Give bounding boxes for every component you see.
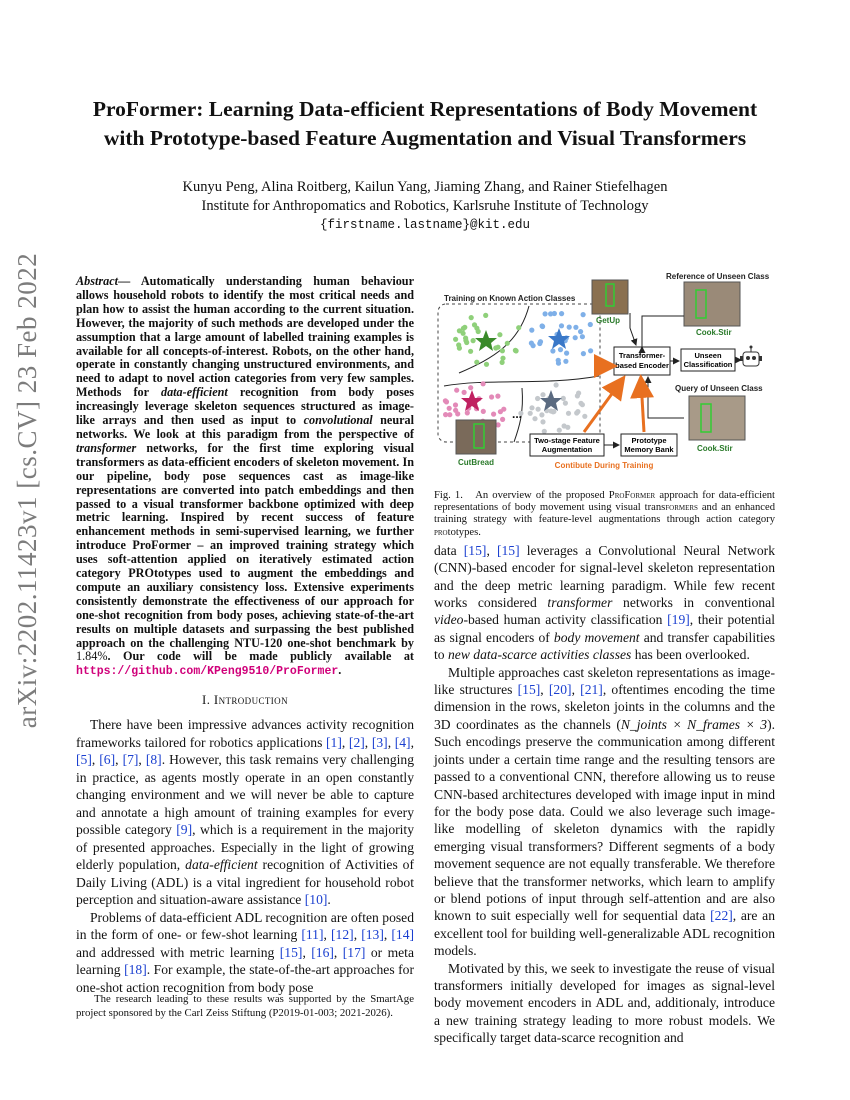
intro-paragraph-2: Problems of data-efficient ADL recognition are often posed in the form of one- or few-shot learning [11], [12], [13], [14] and addressed with metric learning [15], [16], [17] or meta learning [18]. For example, the state-of-the-art approaches for one-shot action recognition from body pose <box>76 909 415 995</box>
right-paragraph-1: data [15], [15] leverages a Convolutional Neural Network (CNN)-based encoder for signal-level skeleton representation and the deep metric learning paradigm. While few recent works considered transformer networks in conventional video-based human activity classification [19], their potential as signal encoders of body movement and transfer capabilities to new data-scarce activities classes has been overlooked. <box>434 542 776 663</box>
right-paragraph-2: Multiple approaches cast skeleton representations as image-like structures [15], [20], [21], oftentimes encoding the time dimension in the rows, skeleton joints in the columns and the 3D coordinates as the channels (N_joints × N_frames × 3). Such encodings preserve the communication among different joints under a certain time range and the resulting tensors are passed to a conventional CNN, therefore allowing us to reuse CNN-based architectures developed with image input in mind for the body pose data. Could we also leverage such image-like modelling of skeleton dynamics with the rapidly emerging visual transformers? Different segments of a body movement sequence are not equally transferable. We therefore believe that the transformer networks, which learn to amplify or blend potions of input through self-attention and are also known to suit especially well for sequential data [22], are an excellent tool for building well-generalizable ADL recognition models. <box>434 664 776 959</box>
citation[interactable]: [6] <box>99 752 116 768</box>
embedding-point <box>481 381 486 386</box>
training-label: Training on Known Action Classes <box>444 294 576 303</box>
contribute-label: Contibute During Training <box>554 461 654 470</box>
embedding-point <box>535 396 540 401</box>
embedding-point <box>493 345 498 350</box>
embedding-point <box>505 341 510 346</box>
embedding-point <box>581 351 586 356</box>
embedding-point <box>540 419 545 424</box>
prototype-star-blue <box>548 328 570 349</box>
embedding-point <box>481 409 486 414</box>
embedding-point <box>565 425 570 430</box>
citation[interactable]: [15] <box>496 542 520 558</box>
embedding-point <box>483 313 488 318</box>
cutbread-image <box>456 420 496 454</box>
embedding-point <box>554 382 559 387</box>
augmentation-label-2: Augmentation <box>541 445 593 454</box>
author-email: {firstname.lastname}@kit.edu <box>319 218 531 232</box>
citation[interactable]: [3] <box>371 734 388 750</box>
embedding-point <box>540 323 545 328</box>
embedding-point <box>500 348 505 353</box>
citation[interactable]: [7] <box>122 752 139 768</box>
encoder-label-1: Transformer- <box>618 351 666 360</box>
ellipsis-label: ... <box>512 407 523 421</box>
memory-bank-label-2: Memory Bank <box>624 445 674 454</box>
author-block <box>60 178 790 235</box>
citation[interactable]: [13] <box>361 927 384 943</box>
citation[interactable]: [14] <box>391 927 415 943</box>
getup-label: GetUp <box>596 316 620 325</box>
citation[interactable]: [8] <box>145 752 162 768</box>
math-expression: N_joints × N_frames × 3 <box>620 716 768 732</box>
citation[interactable]: [19] <box>667 612 690 628</box>
title-line-2: with Prototype-based Feature Augmentation and Visual Transformers <box>103 126 747 150</box>
section-heading: I. Introduction <box>202 693 288 708</box>
classification-label-1: Unseen <box>694 351 722 360</box>
embedding-point <box>457 346 462 351</box>
embedding-point <box>455 411 460 416</box>
embedding-point <box>468 349 473 354</box>
embedding-point <box>472 322 477 327</box>
embedding-point <box>588 322 593 327</box>
code-link[interactable]: https://github.com/KPeng9510/ProFormer <box>76 665 339 679</box>
author-affiliation: Institute for Anthropomatics and Robotics, Karlsruhe Institute of Technology <box>201 198 649 214</box>
embedding-point <box>578 329 583 334</box>
embedding-point <box>536 407 541 412</box>
embedding-point <box>581 312 586 317</box>
embedding-point <box>474 360 479 365</box>
embedding-point <box>468 385 473 390</box>
embedding-point <box>443 398 448 403</box>
right-column-text <box>434 542 775 1047</box>
embedding-point <box>453 337 458 342</box>
embedding-point <box>552 311 557 316</box>
getup-arrow <box>630 313 636 345</box>
embedding-point <box>532 416 537 421</box>
citation[interactable]: [15] <box>279 944 303 960</box>
embedding-point <box>563 359 568 364</box>
augmentation-arrow <box>584 380 622 432</box>
embedding-point <box>529 328 534 333</box>
title-line-1: ProFormer: Learning Data-efficient Representations of Body Movement <box>92 97 758 121</box>
citation[interactable]: [9] <box>176 822 193 838</box>
citation[interactable]: [12] <box>331 927 354 943</box>
citation[interactable]: [21] <box>580 682 603 698</box>
embedding-point <box>564 351 569 356</box>
query-class-label: Cook.Stir <box>697 444 733 453</box>
embedding-point <box>550 348 555 353</box>
citation[interactable]: [4] <box>394 734 411 750</box>
robot-icon <box>740 346 762 367</box>
embedding-point <box>469 315 474 320</box>
intro-paragraph-1: There have been impressive advances activity recognition frameworks tailored for robotics applications [1], [2], [3], [4], [5], [6], [7], [8]. However, this task remains very challenging in practice, as agents mostly operate in an open constantly changing environment and we will never be able to capture and annotate a high amount of training examples for every possible category [9], which is a requirement in the majority of presented approaches. Especially in the light of growing elderly population, data-efficient recognition of Activities of Daily Living (ADL) is a vital ingredient for household robot perception and situation-aware assistance [10]. <box>76 717 415 908</box>
getup-image <box>592 280 628 314</box>
intro-text <box>76 716 414 996</box>
embedding-point <box>462 390 467 395</box>
figure-1 <box>434 268 775 476</box>
paper-title <box>60 95 790 153</box>
embedding-point <box>495 394 500 399</box>
query-label: Query of Unseen Class <box>675 384 763 393</box>
reference-image <box>684 282 740 326</box>
embedding-point <box>580 334 585 339</box>
encoder-label-2: based Encoder <box>615 361 669 370</box>
memory-bank-arrow <box>641 380 644 432</box>
embedding-point <box>538 339 543 344</box>
embedding-point <box>566 411 571 416</box>
embedding-point <box>573 325 578 330</box>
embedding-point <box>462 325 467 330</box>
embedding-point <box>461 331 466 336</box>
embedding-point <box>484 362 489 367</box>
embedding-point <box>497 332 502 337</box>
embedding-point <box>514 348 519 353</box>
right-paragraph-3: Motivated by this, we seek to investigate the reuse of visual transformers initially developed for images as signal-level body movement encoders in ADL and, additionaly, introduce a new training strategy leading to more robust models. We specifically target data-scarce recognition and <box>434 960 775 1046</box>
embedding-point <box>516 325 521 330</box>
query-image <box>689 396 745 440</box>
embedding-point <box>454 388 459 393</box>
citation[interactable]: [10] <box>304 892 328 908</box>
abstract-lead: Abstract <box>76 274 118 288</box>
embedding-point <box>548 408 553 413</box>
embedding-point <box>557 428 562 433</box>
right-column <box>434 268 775 1047</box>
citation[interactable]: [5] <box>76 752 92 768</box>
embedding-point <box>528 411 533 416</box>
memory-bank-label-1: Prototype <box>631 436 667 445</box>
citation[interactable]: [17] <box>342 944 366 960</box>
embedding-point <box>489 394 494 399</box>
embedding-point <box>540 392 545 397</box>
footnote: The research leading to these results was supported by the SmartAge project sponsored by the Carl Zeiss Stiftung (P2019-01-003; 2021-2026). <box>76 993 414 1019</box>
embedding-point <box>543 311 548 316</box>
embedding-point <box>500 417 505 422</box>
overview-diagram <box>434 268 775 476</box>
embedding-point <box>588 348 593 353</box>
citation[interactable]: [15] <box>463 542 487 558</box>
reference-arrow <box>642 316 684 347</box>
embedding-point <box>575 409 580 414</box>
figure-caption: Fig. 1. An overview of the proposed ProFormer approach for data-efficient representations of body movement using visual transformers and an enhanced training strategy with feature-level augmentations through action category prototypes. <box>434 490 776 538</box>
embedding-point <box>491 412 496 417</box>
embedding-point <box>556 361 561 366</box>
embedding-point <box>529 405 534 410</box>
embedding-point <box>463 338 468 343</box>
embedding-point <box>465 410 470 415</box>
embedding-point <box>443 412 448 417</box>
embedding-point <box>471 338 476 343</box>
citation[interactable]: [20] <box>548 682 572 698</box>
embedding-point <box>500 356 505 361</box>
citation[interactable]: [22] <box>710 908 733 924</box>
embedding-point <box>453 402 458 407</box>
citation[interactable]: [16] <box>311 944 334 960</box>
embedding-point <box>529 341 534 346</box>
embedding-point <box>558 347 563 352</box>
embedding-point <box>582 414 587 419</box>
citation[interactable]: [18] <box>124 962 147 978</box>
citation[interactable]: [15] <box>517 682 541 698</box>
abstract: Abstract— Automatically understanding human behaviour allows household robots to identify the most critical needs and plan how to assist the human according to the current situation. However, the majority of such methods are developed under the assumption that a large amount of labelled training examples is available for all concepts-of-interest. Robots, on the other hand, operate in constantly changing unstructured environments, and need to adapt to novel action categories from very few samples. Methods for data-efficient recognition from body poses increasingly leverage skeleton sequences structured as image-like arrays and then used as input to convolutional neural networks. We look at this paradigm from the perspective of transformer networks, for the first time exploring visual transformers as data-efficient encoders of skeleton movement. In our pipeline, body pose sequences cast as image-like representations are converted into patch embeddings and then passed to a visual transformer backbone optimized with deep metric learning. Inspired by recent success of feature enhancement methods in semi-supervised learning, we further introduce ProFormer – an improved training strategy which uses soft-attention applied on iteratively estimated action category PROtotypes used to augment the embeddings and compute an auxiliary consistency loss. Extensive experiments consistently demonstrate the effectiveness of our approach for one-shot recognition from body poses, achieving state-of-the-art results on multiple datasets and surpassing the best published approach on the challenging NTU-120 one-shot benchmark by 1.84%. Our code will be made publicly available at https://github.com/KPeng9510/ProFormer. <box>76 274 414 679</box>
classification-label-2: Classification <box>683 360 733 369</box>
decision-boundary <box>444 376 599 386</box>
reference-class-label: Cook.Stir <box>696 328 732 337</box>
citation[interactable]: [11] <box>301 927 324 943</box>
author-names: Kunyu Peng, Alina Roitberg, Kailun Yang, Jiaming Zhang, and Rainer Stiefelhagen <box>182 179 668 195</box>
reference-label: Reference of Unseen Class <box>666 272 770 281</box>
embedding-point <box>498 409 503 414</box>
embedding-point <box>567 325 572 330</box>
augmentation-label-1: Two-stage Feature <box>534 436 600 445</box>
citation[interactable]: [1] <box>326 734 342 750</box>
embedding-point <box>539 412 544 417</box>
citation[interactable]: [2] <box>348 734 365 750</box>
embedding-point <box>542 429 547 434</box>
embedding-point <box>559 323 564 328</box>
embedding-point <box>575 393 580 398</box>
embedding-point <box>578 401 583 406</box>
left-column <box>76 275 414 996</box>
embedding-point <box>447 406 452 411</box>
embedding-point <box>559 311 564 316</box>
embedding-point <box>573 335 578 340</box>
arxiv-identifier: arXiv:2202.11423v1 [cs.CV] 23 Feb 2022 <box>12 252 43 728</box>
cutbread-label: CutBread <box>458 458 495 467</box>
embedding-point <box>563 401 568 406</box>
